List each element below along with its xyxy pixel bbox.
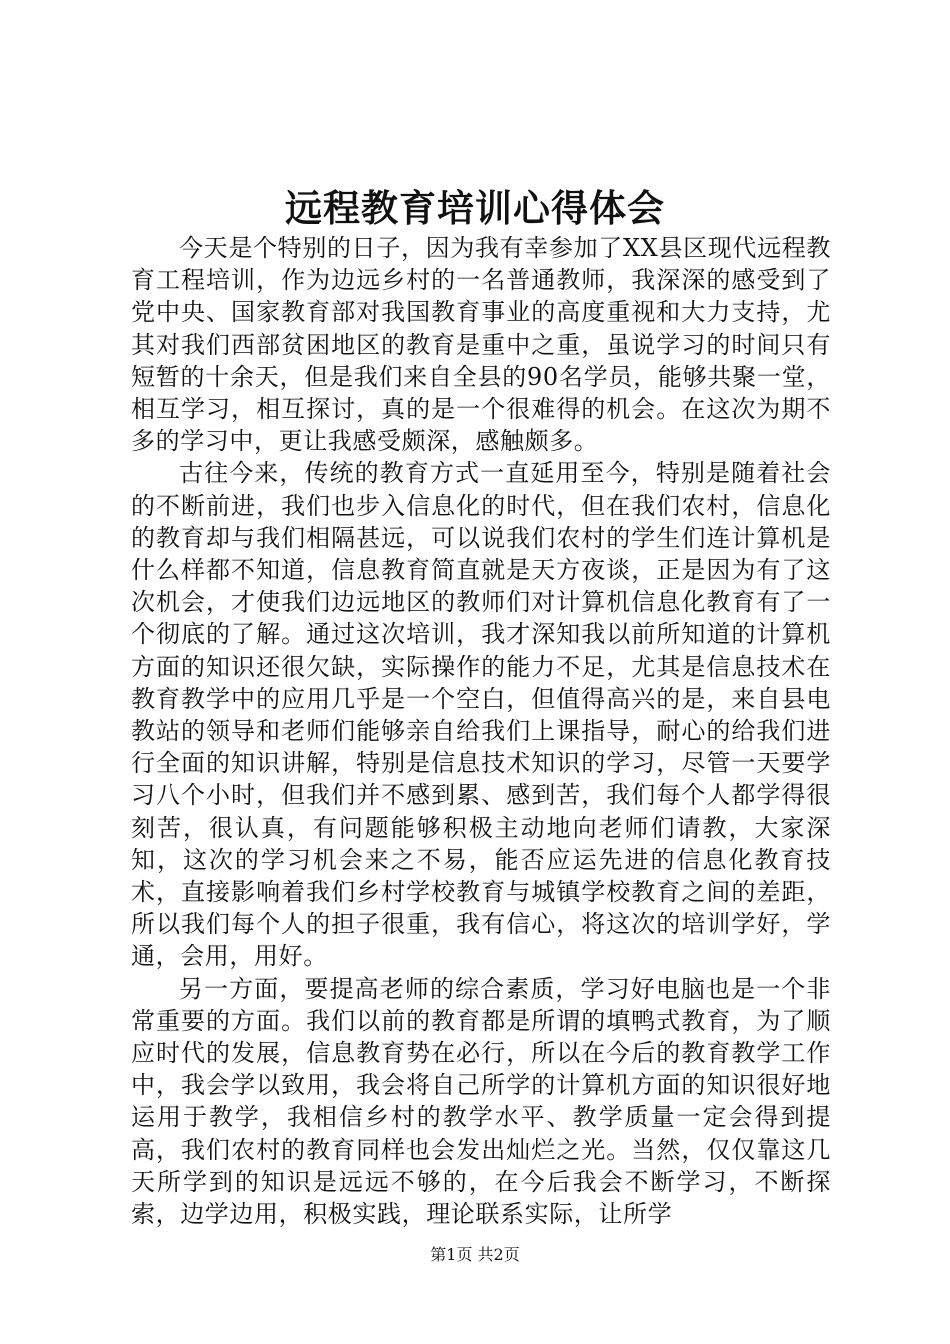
paragraph-3: 另一方面，要提高老师的综合素质，学习好电脑也是一个非常重要的方面。我们以前的教育都是所谓的填鸭式教育，为了顺应时代的发展，信息教育势在必行，所以在今后的教育教学工作中，我会学以致用，我会将自己所学的计算机方面的知识很好地运用于教学，我相信乡村的教学水平、教学质量一定会得到提高，我们农村的教育同样也会发出灿烂之光。当然，仅仅靠这几天所学到的知识是远远不够的，在今后我会不断学习，不断探索，边学边用，积极实践，理论联系实际，让所学 [131,974,831,1229]
document-body [131,232,831,1230]
paragraph-1: 今天是个特别的日子，因为我有幸参加了XX县区现代远程教育工程培训，作为边远乡村的一名普通教师，我深深的感受到了党中央、国家教育部对我国教育事业的高度重视和大力支持，尤其对我们西部贫困地区的教育是重中之重，虽说学习的时间只有短暂的十余天，但是我们来自全县的90名学员，能够共聚一堂，相互学习，相互探讨，真的是一个很难得的机会。在这次为期不多的学习中，更让我感受颇深，感触颇多。 [131,234,831,456]
page-footer: 第1页 共2页 [430,1245,520,1264]
document-title: 远程教育培训心得体会 [285,186,665,230]
paragraph-2: 古往今来，传统的教育方式一直延用至今，特别是随着社会的不断前进，我们也步入信息化的时代，但在我们农村，信息化的教育却与我们相隔甚远，可以说我们农村的学生们连计算机是什么样都不知道，信息教育简直就是天方夜谈，正是因为有了这次机会，才使我们边远地区的教师们对计算机信息化教育有了一个彻底的了解。通过这次培训，我才深知我以前所知道的计算机方面的知识还很欠缺，实际操作的能力不足，尤其是信息技术在教育教学中的应用几乎是一个空白，但值得高兴的是，来自县电教站的领导和老师们能够亲自给我们上课指导，耐心的给我们进行全面的知识讲解，特别是信息技术知识的学习，尽管一天要学习八个小时，但我们并不感到累、感到苦，我们每个人都学得很刻苦，很认真，有问题能够积极主动地向老师们请教，大家深知，这次的学习机会来之不易，能否应运先进的信息化教育技术，直接影响着我们乡村学校教育与城镇学校教育之间的差距，所以我们每个人的担子很重，我有信心，将这次的培训学好，学通，会用，用好。 [131,459,831,971]
